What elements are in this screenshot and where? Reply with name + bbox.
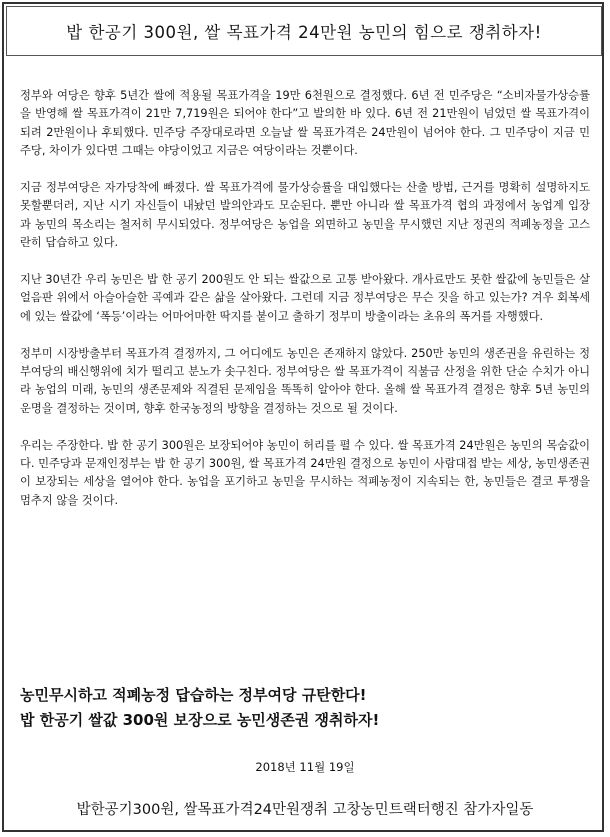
- paragraph-5: 우리는 주장한다. 밥 한 공기 300원은 보장되어야 농민이 허리를 펼 수 있다. 쌀 목표가격 24만원은 농민의 목숨값이다. 민주당과 문재인정부는 밥 한 공기 300원, 쌀 목표가격 24만원 결정으로 농민이 사람대접 받는 세상, 농민생존권이 보장되는 세상을 열어야 한다. 농업을 포기하고 농민을 무시하는 적폐농정이 지속되는 한, 농민들은 결코 투쟁을 멈추지 않을 것이다.: [20, 438, 590, 507]
- statement-date: 2018년 11월 19일: [255, 760, 355, 774]
- statement-body: [20, 87, 590, 529]
- slogans: [20, 683, 590, 733]
- paragraph-1: 정부와 여당은 향후 5년간 쌀에 적용될 목표가격을 19만 6천원으로 결정했다. 6년 전 민주당은 “소비자물가상승률을 반영해 쌀 목표가격이 21만 7,719원은 되어야 한다”고 발의한 바 있다. 6년 전 21만원이 넘었던 쌀 목표가격이 되려 2만원이나 후퇴했다. 민주당 주장대로라면 오늘날 쌀 목표가격은 24만원이 넘어야 한다. 그 민주당이 지금 민주당, 차이가 있다면 그때는 야당이었고 지금은 여당이라는 것뿐이다.: [20, 89, 590, 158]
- paragraph-2: 지금 정부여당은 자가당착에 빠졌다. 쌀 목표가격에 물가상승률을 대입했다는 산출 방법, 근거를 명확히 설명하지도 못할뿐더러, 지난 시기 자신들이 내놨던 발의안과도 모순된다. 뿐만 아니라 쌀 목표가격 협의 과정에서 농업계 입장과 농민의 목소리는 철저히 무시되었다. 정부여당은 농업을 외면하고 농민을 무시했던 지난 정권의 적폐농정을 고스란히 답습하고 있다.: [20, 181, 590, 250]
- slogan-1: 농민무시하고 적폐농정 답습하는 정부여당 규탄한다!: [20, 686, 367, 704]
- slogan-2: 밥 한공기 쌀값 300원 보장으로 농민생존권 쟁취하자!: [20, 711, 380, 729]
- paragraph-3: 지난 30년간 우리 농민은 밥 한 공기 200원도 안 되는 쌀값으로 고통 받아왔다. 개사료만도 못한 쌀값에 농민들은 살얼음판 위에서 아슬아슬한 곡예과 같은 삶을 살아왔다. 그런데 지금 정부여당은 무슨 짓을 하고 있는가? 겨우 회복세에 있는 쌀값에 ‘폭등’이라는 어마어마한 딱지를 붙이고 출하기 정부미 방출이라는 초유의 폭거를 자행했다.: [20, 273, 590, 323]
- document-title: 밥 한공기 300원, 쌀 목표가격 24만원 농민의 힘으로 쟁취하자!: [66, 23, 542, 42]
- title-box: [6, 6, 602, 56]
- paragraph-4: 정부미 시장방출부터 목표가격 결정까지, 그 어디에도 농민은 존재하지 않았다. 250만 농민의 생존권을 유린하는 정부여당의 배신행위에 치가 떨리고 분노가 솟구친다. 정부여당은 쌀 목표가격이 직불금 산정을 위한 단순 수치가 아니라 농업의 미래, 농민의 생존문제와 직결된 문제임을 똑똑히 알아야 한다. 올해 쌀 목표가격 결정은 향후 5년 농민의 운명을 결정하는 것이며, 향후 한국농정의 방향을 결정하는 것으로 될 것이다.: [20, 346, 590, 415]
- signatory: 밥한공기300원, 쌀목표가격24만원쟁취 고창농민트랙터행진 참가자일동: [76, 802, 534, 818]
